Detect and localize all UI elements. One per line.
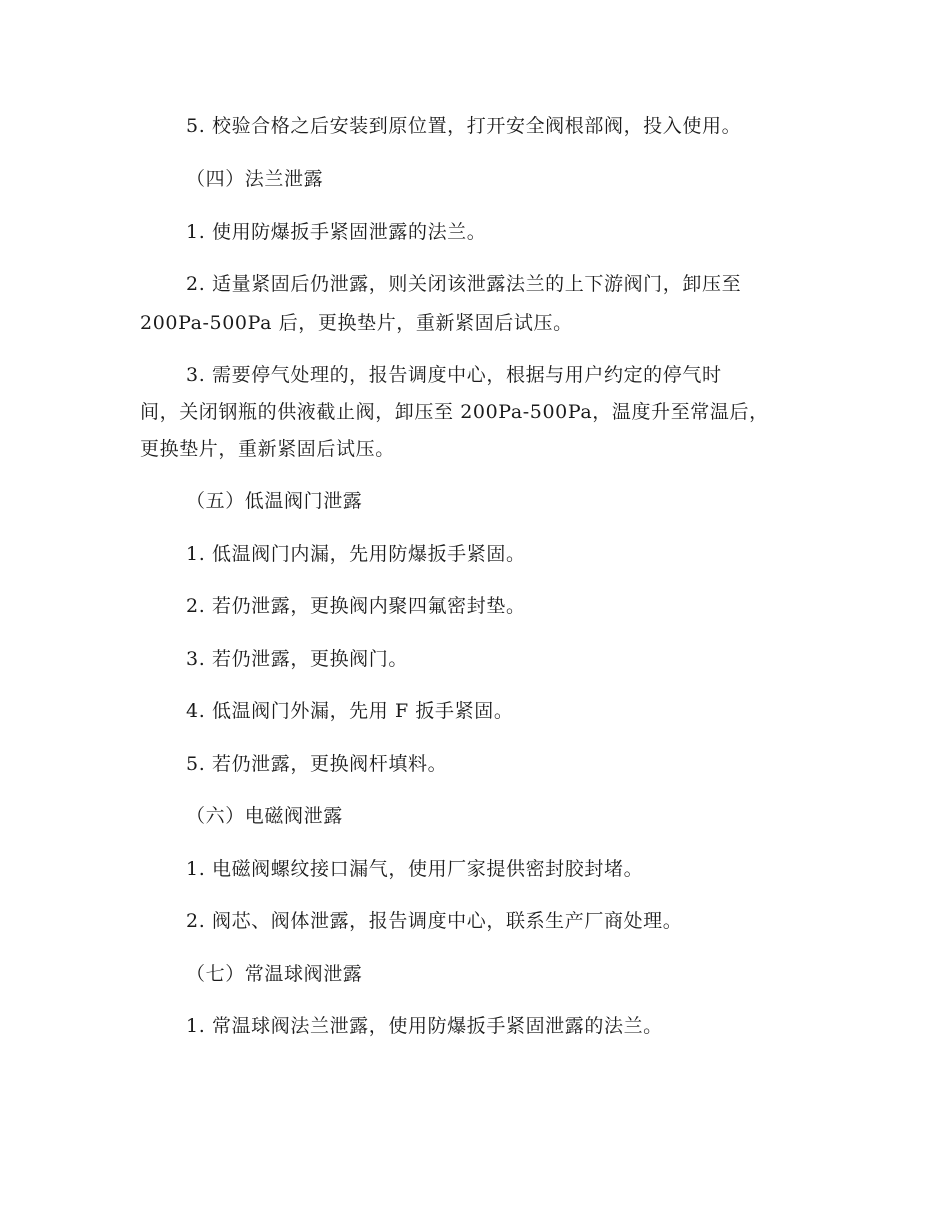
paragraph-cryogenic-step-3: 3. 若仍泄露，更换阀门。 — [186, 648, 408, 670]
paragraph-cryogenic-step-2: 2. 若仍泄露，更换阀内聚四氟密封垫。 — [186, 595, 526, 617]
section-heading-cryogenic-valve-leak: （五）低温阀门泄露 — [186, 490, 363, 512]
paragraph-flange-step-3: 3. 需要停气处理的，报告调度中心，根据与用户约定的停气时 — [186, 364, 722, 386]
paragraph-flange-step-2: 2. 适量紧固后仍泄露，则关闭该泄露法兰的上下游阀门，卸压至 — [186, 273, 742, 295]
paragraph-safety-valve-step-5: 5. 校验合格之后安装到原位置，打开安全阀根部阀，投入使用。 — [186, 115, 742, 137]
paragraph-cryogenic-step-1: 1. 低温阀门内漏，先用防爆扳手紧固。 — [186, 543, 526, 565]
paragraph-flange-step-3-cont-1: 间，关闭钢瓶的供液截止阀，卸压至 200Pa-500Pa，温度升至常温后， — [140, 401, 769, 423]
paragraph-ball-valve-step-1: 1. 常温球阀法兰泄露，使用防爆扳手紧固泄露的法兰。 — [186, 1015, 663, 1037]
section-heading-solenoid-valve-leak: （六）电磁阀泄露 — [186, 805, 343, 827]
paragraph-flange-step-3-cont-2: 更换垫片，重新紧固后试压。 — [140, 438, 395, 460]
paragraph-solenoid-step-2: 2. 阀芯、阀体泄露，报告调度中心，联系生产厂商处理。 — [186, 910, 683, 932]
section-heading-ball-valve-leak: （七）常温球阀泄露 — [186, 963, 363, 985]
paragraph-flange-step-1: 1. 使用防爆扳手紧固泄露的法兰。 — [186, 221, 487, 243]
section-heading-flange-leak: （四）法兰泄露 — [186, 168, 324, 190]
paragraph-cryogenic-step-5: 5. 若仍泄露，更换阀杆填料。 — [186, 753, 448, 775]
paragraph-solenoid-step-1: 1. 电磁阀螺纹接口漏气，使用厂家提供密封胶封堵。 — [186, 858, 644, 880]
paragraph-cryogenic-step-4: 4. 低温阀门外漏，先用 F 扳手紧固。 — [186, 700, 514, 722]
paragraph-flange-step-2-cont: 200Pa-500Pa 后，更换垫片，重新紧固后试压。 — [140, 312, 573, 334]
